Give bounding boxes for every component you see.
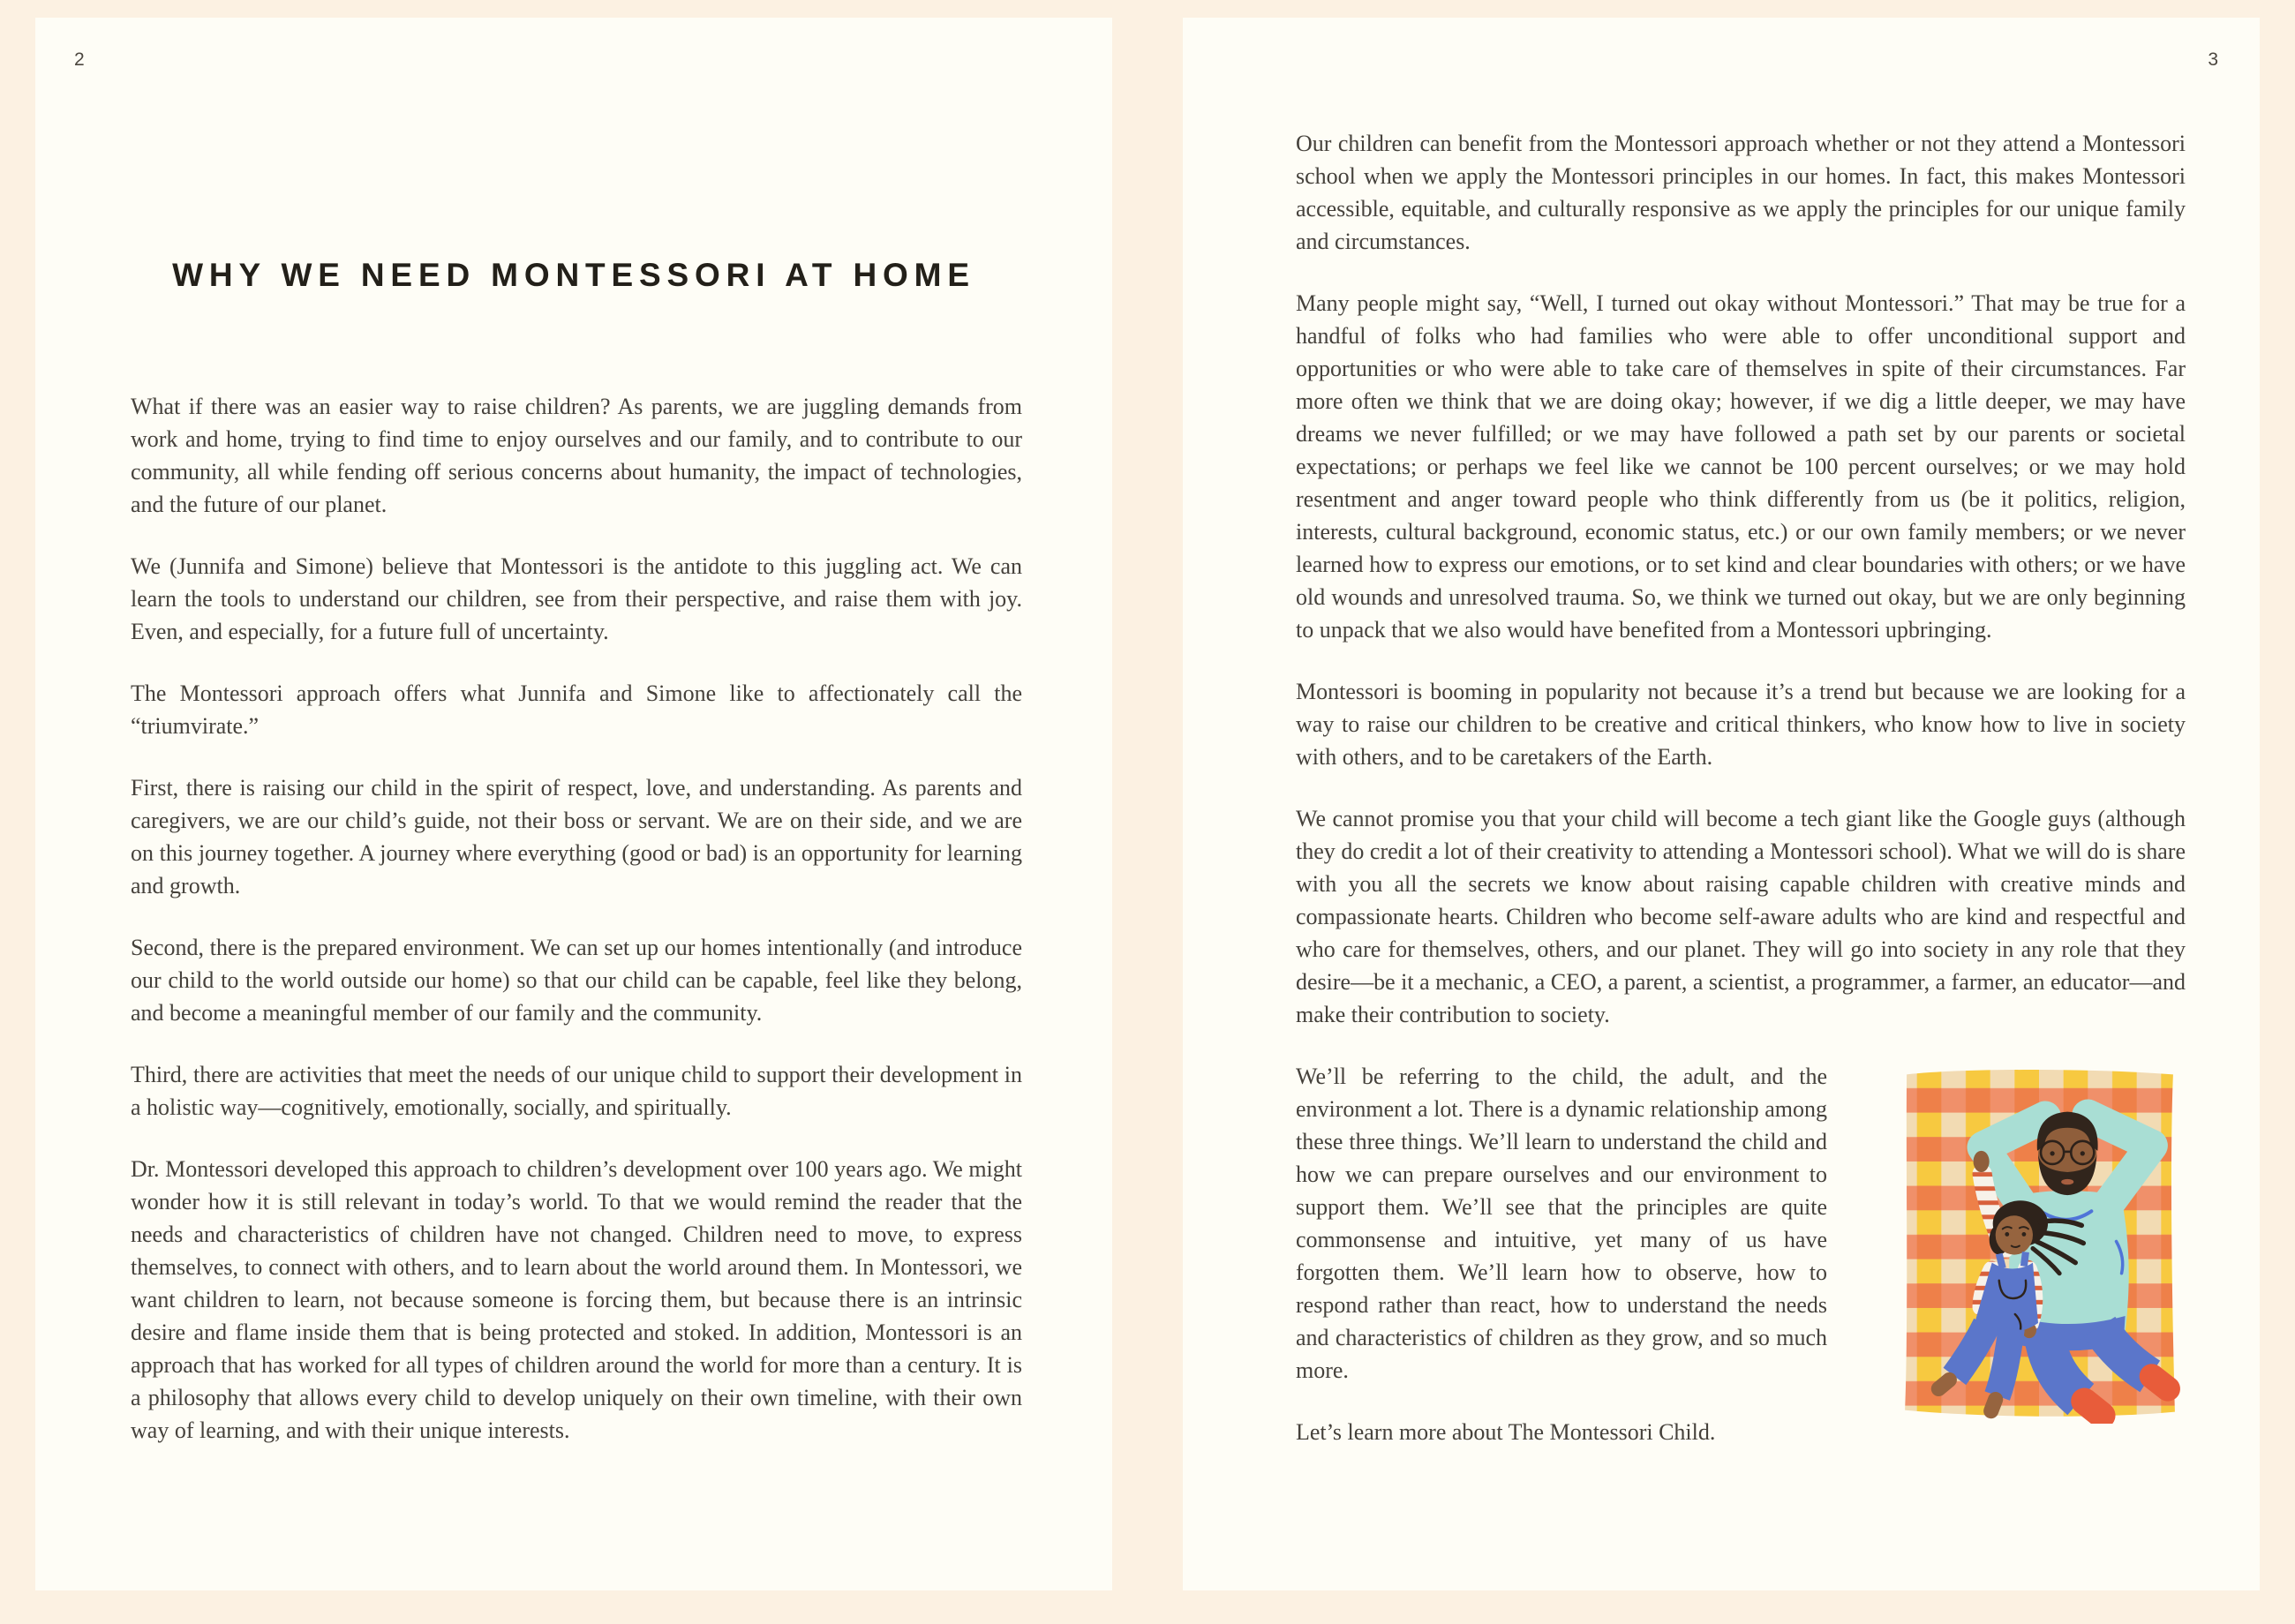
- paragraph: Third, there are activities that meet the needs of our unique child to support their development in a holistic way—cognitively, emotionally, socially, and spiritually.: [131, 1062, 1022, 1121]
- blanket-illustration-svg: [1892, 1064, 2186, 1424]
- page-number-left: 2: [74, 49, 86, 70]
- paragraph: We (Junnifa and Simone) believe that Montessori is the antidote to this juggling act. We can learn the tools to understand our children, see from their perspective, and raise them with joy. Even, and especially, for a future full of uncertainty.: [131, 553, 1022, 645]
- left-page: [35, 18, 1112, 1590]
- paragraph: The Montessori approach offers what Junnifa and Simone like to affectionately call the “triumvirate.”: [131, 680, 1022, 740]
- right-page-text-column: [1296, 127, 2186, 1448]
- paragraph: What if there was an easier way to raise children? As parents, we are juggling demands from work and home, trying to find time to enjoy ourselves and our family, and to contribute to our community, all while fending off serious concerns about humanity, the impact of technologies, and the future of our planet.: [131, 394, 1022, 518]
- paragraph: Second, there is the prepared environment. We can set up our homes intentionally (and introduce our child to the world outside our home) so that our child can be capable, feel like they belong, and become a meaningful member of our family and the community.: [131, 935, 1022, 1026]
- paragraph: Dr. Montessori developed this approach to children’s development over 100 years ago. We might wonder how it is still relevant in today’s world. To that we would remind the reader that the needs and characteristics of children have not changed. Children need to move, to express themselves, to connect with others, and to learn about the world around them. In Montessori, we want children to learn, not because someone is forcing them, but because there is an intrinsic desire and flame inside them that is being protected and stoked. In addition, Montessori is an approach that has worked for all types of children around the world for more than a century. It is a philosophy that allows every child to develop uniquely on their own timeline, with their own way of learning, and with their unique interests.: [131, 1156, 1022, 1444]
- paragraph: Let’s learn more about The Montessori Child.: [1296, 1419, 1716, 1445]
- page-number-right: 3: [2208, 49, 2219, 70]
- paragraph: Montessori is booming in popularity not because it’s a trend but because we are looking for a way to raise our children to be creative and critical thinkers, who know how to live in society with others, and to be caretakers of the Earth.: [1296, 679, 2186, 770]
- paragraph: We’ll be referring to the child, the adult, and the environment a lot. There is a dynamic relationship among these three things. We’ll learn to understand the child and how we can prepare ourselves and our environment to support them. We’ll see that the principles are quite commonsense and intuitive, yet many of us have forgotten them. We’ll learn how to observe, how to respond rather than react, how to understand the needs and characteristics of children as they grow, and so much more.: [1296, 1064, 1827, 1383]
- left-page-text-column: [131, 390, 1022, 1447]
- paragraph: First, there is raising our child in the spirit of respect, love, and understanding. As parents and caregivers, we are our child’s guide, not their boss or servant. We are on their side, and we are on this journey together. A journey where everything (good or bad) is an opportunity for learning and growth.: [131, 775, 1022, 899]
- paragraph: We cannot promise you that your child will become a tech giant like the Google guys (although they do credit a lot of their creativity to attending a Montessori school). What we will do is share with you all the secrets we know about raising capable children with creative minds and compassionate hearts. Children who become self-aware adults who are kind and respectful and who care for themselves, others, and our planet. They will go into society in any role that they desire—be it a mechanic, a CEO, a parent, a scientist, a programmer, a farmer, an educator—and make their contribution to society.: [1296, 806, 2186, 1027]
- chapter-title: WHY WE NEED MONTESSORI AT HOME: [172, 257, 975, 293]
- paragraph: Our children can benefit from the Montessori approach whether or not they attend a Montessori school when we apply the Montessori principles in our homes. In fact, this makes Montessori accessible, equitable, and culturally responsive as we apply the principles for our unique family and circumstances.: [1296, 131, 2186, 254]
- right-page: [1183, 18, 2260, 1590]
- paragraph: Many people might say, “Well, I turned out okay without Montessori.” That may be true for a handful of folks who had families who were able to offer unconditional support and opportunities or who were able to take care of themselves in spite of their circumstances. Far more often we think that we are doing okay; however, if we dig a little deeper, we may have dreams we never fulfilled; or we may have followed a path set by our parents or societal expectations; or perhaps we feel like we cannot be 100 percent ourselves; or we may hold resentment and anger toward people who think differently from us (be it politics, religion, interests, cultural background, economic status, etc.) or our own family members; or we never learned how to express our emotions, or to set kind and clear boundaries with others; or we have old wounds and unresolved trauma. So, we think we turned out okay, but we are only beginning to unpack that we also would have benefited from a Montessori upbringing.: [1296, 290, 2186, 643]
- father-child-blanket-illustration: [1892, 1064, 2186, 1424]
